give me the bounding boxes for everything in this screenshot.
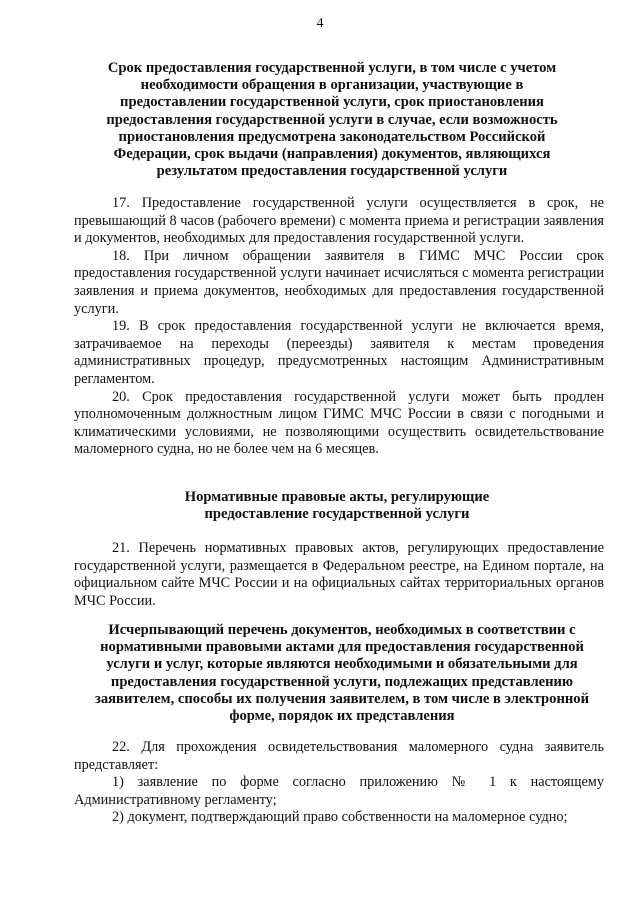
paragraph-20: 20. Срок предоставления государственной услуги может быть продлен уполномоченным должностным лицом ГИМС МЧС России в связи с погодными и климатическими условиями, не позволяющими осуществить освидетельствование маломерного судна, но не более чем на 6 месяцев. <box>74 388 604 458</box>
paragraph-17: 17. Предоставление государственной услуги осуществляется в срок, не превышающий 8 часов (рабочего времени) с момента приема и регистрации заявления и документов, необходимых для предоставления государственной услуги. <box>74 195 604 247</box>
list-item-1: 1) заявление по форме согласно приложению № 1 к настоящему Административному регламенту; <box>74 774 604 808</box>
section-heading-term: Срок предоставления государственной услуги, в том числе с учетом необходимости обращения в организации, участвующие в предоставлении государственной услуги, срок приостановления предоставления государственной услуги в случае, если возможность приостановления предусмотрена законодательством Российской Федерации, срок выдачи (направления) документов, являющихся результатом предоставления государственной услуги <box>106 60 558 180</box>
page-number: 4 <box>316 16 324 31</box>
section-body-documents <box>74 739 604 827</box>
list-item-2: 2) документ, подтверждающий право собственности на маломерное судно; <box>112 809 568 826</box>
paragraph-22: 22. Для прохождения освидетельствования маломерного судна заявитель представляет: <box>74 739 604 773</box>
section-heading-legal-acts: Нормативные правовые акты, регулирующие предоставление государственной услуги <box>184 489 490 523</box>
paragraph-21: 21. Перечень нормативных правовых актов, регулирующих предоставление государственной услуги, размещается в Федеральном реестре, на Едином портале, на официальном сайте МЧС России и на официальных сайтах территориальных органов МЧС России. <box>74 540 604 609</box>
section-heading-documents: Исчерпывающий перечень документов, необходимых в соответствии с нормативными правовыми актами для предоставления государственной услуги и услуг, которые являются необходимыми и обязательными для предоставления государственной услуги, подлежащих представлению заявителем, способы их получения заявителем, в том числе в электронной форме, порядок их представления <box>95 622 589 725</box>
section-body-term <box>74 195 604 459</box>
paragraph-18: 18. При личном обращении заявителя в ГИМС МЧС России срок предоставления государственной услуги начинает исчисляться с момента регистрации заявления и приема документов, необходимых для предоставления государственной услуги. <box>74 247 604 317</box>
paragraph-19: 19. В срок предоставления государственной услуги не включается время, затрачиваемое на переходы (переезды) заявителя к местам проведения административных процедур, предусмотренных настоящим Административным регламентом. <box>74 318 604 387</box>
section-body-legal-acts <box>74 540 604 610</box>
